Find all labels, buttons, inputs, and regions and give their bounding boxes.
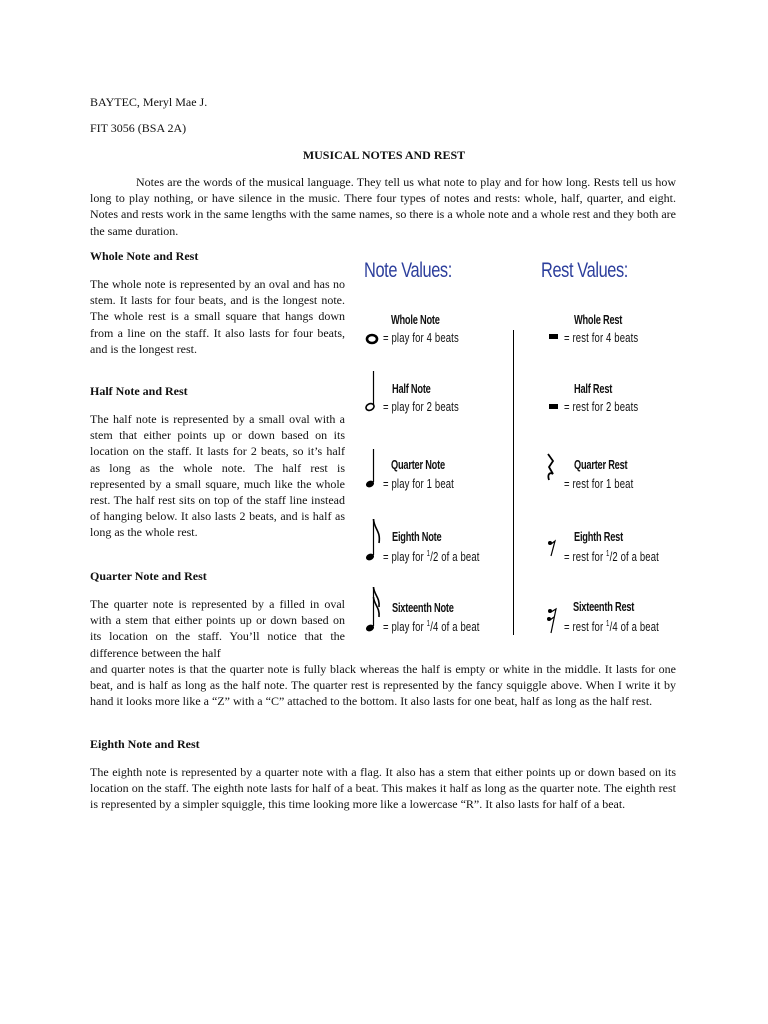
quarter-rest-icon [548,454,553,480]
whole-heading: Whole Note and Rest [90,249,199,263]
quarter-paragraph-narrow: The quarter note is represented by a filled in oval with a stem that either points up or down based on its location on the staff. You’ll notice that the difference between the half [90,597,345,660]
eighth-note-desc: = play for $^1$/2 of a beat [383,549,480,565]
half-note-desc: = play for 2 beats [383,400,459,414]
sixteenth-rest-icon [547,609,556,633]
quarter-heading: Quarter Note and Rest [90,569,207,583]
whole-paragraph: The whole note is represented by an oval and has no stem. It lasts for four beats, and is the longest note. The whole rest is a small square that hangs down from a line on the staff. It also lasts for four beats, and is the longest rest. [90,277,345,356]
eighth-paragraph: The eighth note is represented by a quarter note with a flag. It also has a stem that either points up or down based on its location on the staff. The eighth note lasts for half of a beat. This makes it half as long as the quarter note. The eighth rest is represented by a simpler squiggle, this time looking more like a lowercase “R”. It also lasts for half of a beat. [90,765,676,812]
half-note-icon [365,371,375,412]
whole-note-icon [367,335,377,343]
sixteenth-note-label: Sixteenth Note [392,601,454,615]
eighth-note-icon [365,519,380,562]
sixteenth-rest-desc: = rest for $^1$/4 of a beat [564,619,659,635]
quarter-rest-label: Quarter Rest [574,458,628,472]
whole-rest-icon [549,334,558,339]
quarter-rest-desc: = rest for 1 beat [564,477,634,491]
sixteenth-note-desc: = play for $^1$/4 of a beat [383,619,480,635]
column-divider [513,330,514,635]
whole-note-label: Whole Note [391,313,440,327]
intro-paragraph: Notes are the words of the musical language. They tell us what note to play and for how long. Rests tell us how long to play nothing, or have silence in the music. There four types of notes and rests: whole, half, quarter, and eight. Notes and rests work in the same lengths with the same names, so there is a whole note and a whole rest and they both are the same duration. [90,175,676,238]
eighth-rest-label: Eighth Rest [574,530,623,544]
course-code: FIT 3056 (BSA 2A) [90,121,187,135]
whole-note-desc: = play for 4 beats [383,331,459,345]
rest-values-title: Rest Values: [541,259,628,282]
half-paragraph: The half note is represented by a small oval with a stem that either points up or down based on its location on the staff. It lasts for 2 beats, so it’s half as long as the whole note. The half rest is represented by a small square, much like the whole rest. The half rest sits on top of the staff line instead of hanging below. It also lasts 2 beats, and is half as long as the whole rest. [90,412,345,540]
whole-rest-desc: = rest for 4 beats [564,331,639,345]
eighth-heading: Eighth Note and Rest [90,737,200,751]
sixteenth-note-icon [365,587,379,633]
author-name: BAYTEC, Meryl Mae J. [90,95,208,109]
half-rest-desc: = rest for 2 beats [564,400,639,414]
half-heading: Half Note and Rest [90,384,188,398]
sixteenth-rest-label: Sixteenth Rest [573,600,635,614]
eighth-note-label: Eighth Note [392,530,442,544]
note-values-title: Note Values: [364,259,452,282]
quarter-paragraph-wide: and quarter notes is that the quarter note is fully black whereas the half is empty or white in the middle. It lasts for one beat, and is half as long as the half note. The quarter rest is represented by the fancy squiggle above. When I write it by hand it looks more like a “Z” with a “C” attached to the bottom. It also lasts for one beat, half as long as the half rest. [90,662,676,709]
half-rest-icon [549,404,558,409]
quarter-note-label: Quarter Note [391,458,445,472]
eighth-rest-desc: = rest for $^1$/2 of a beat [564,549,659,565]
half-note-label: Half Note [392,382,431,396]
page-title: MUSICAL NOTES AND REST [302,148,466,162]
half-rest-label: Half Rest [574,382,613,396]
note-symbols [362,325,384,645]
quarter-note-icon [365,449,375,489]
quarter-note-desc: = play for 1 beat [383,477,454,491]
whole-rest-label: Whole Rest [574,313,623,327]
eighth-rest-icon [548,541,555,556]
rest-symbols [541,450,561,640]
